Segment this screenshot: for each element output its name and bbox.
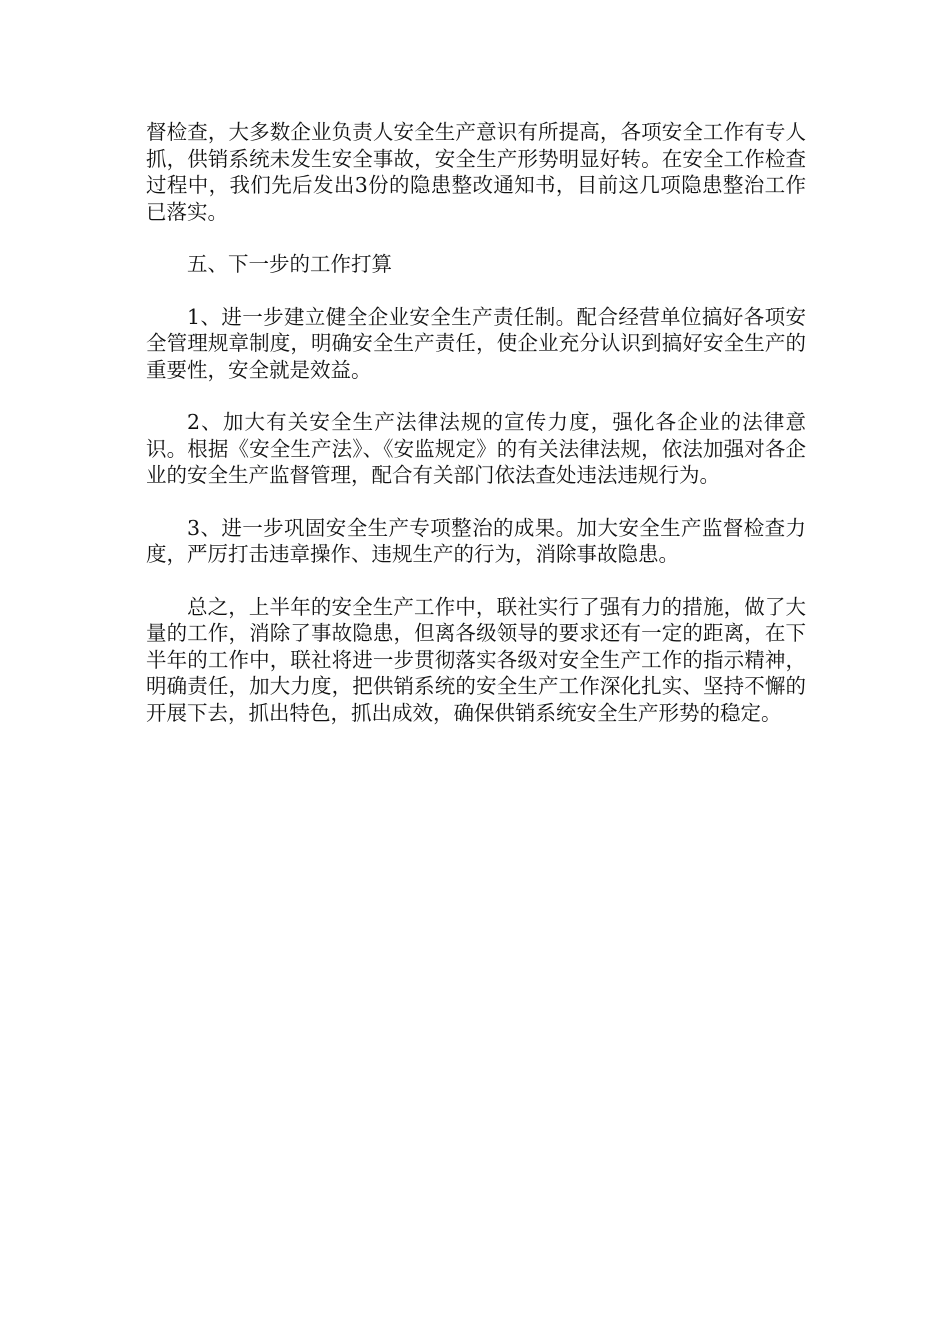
paragraph-continuation: 督检查，大多数企业负责人安全生产意识有所提高，各项安全工作有专人抓，供销系统未发生安全事故，安全生产形势明显好转。在安全工作检查过程中，我们先后发出3份的隐患整改通知书，目前这几项隐患整治工作已落实。: [146, 120, 806, 224]
section-heading: 五、下一步的工作打算: [187, 252, 392, 276]
paragraph-item-3: 3、进一步巩固安全生产专项整治的成果。加大安全生产监督检查力度，严厉打击违章操作、违规生产的行为，消除事故隐患。: [146, 515, 806, 566]
paragraph-summary: 总之，上半年的安全生产工作中，联社实行了强有力的措施，做了大量的工作，消除了事故隐患，但离各级领导的要求还有一定的距离，在下半年的工作中，联社将进一步贯彻落实各级对安全生产工作的指示精神，明确责任，加大力度，把供销系统的安全生产工作深化扎实、坚持不懈的开展下去，抓出特色，抓出成效，确保供销系统安全生产形势的稳定。: [146, 594, 806, 725]
paragraph-item-1: 1、进一步建立健全企业安全生产责任制。配合经营单位搞好各项安全管理规章制度，明确安全生产责任，使企业充分认识到搞好安全生产的重要性，安全就是效益。: [146, 304, 806, 382]
paragraph-item-2: 2、加大有关安全生产法律法规的宣传力度，强化各企业的法律意识。根据《安全生产法》、《安监规定》的有关法律法规，依法加强对各企业的安全生产监督管理，配合有关部门依法查处违法违规行为。: [146, 410, 806, 487]
document-body: [146, 119, 806, 752]
